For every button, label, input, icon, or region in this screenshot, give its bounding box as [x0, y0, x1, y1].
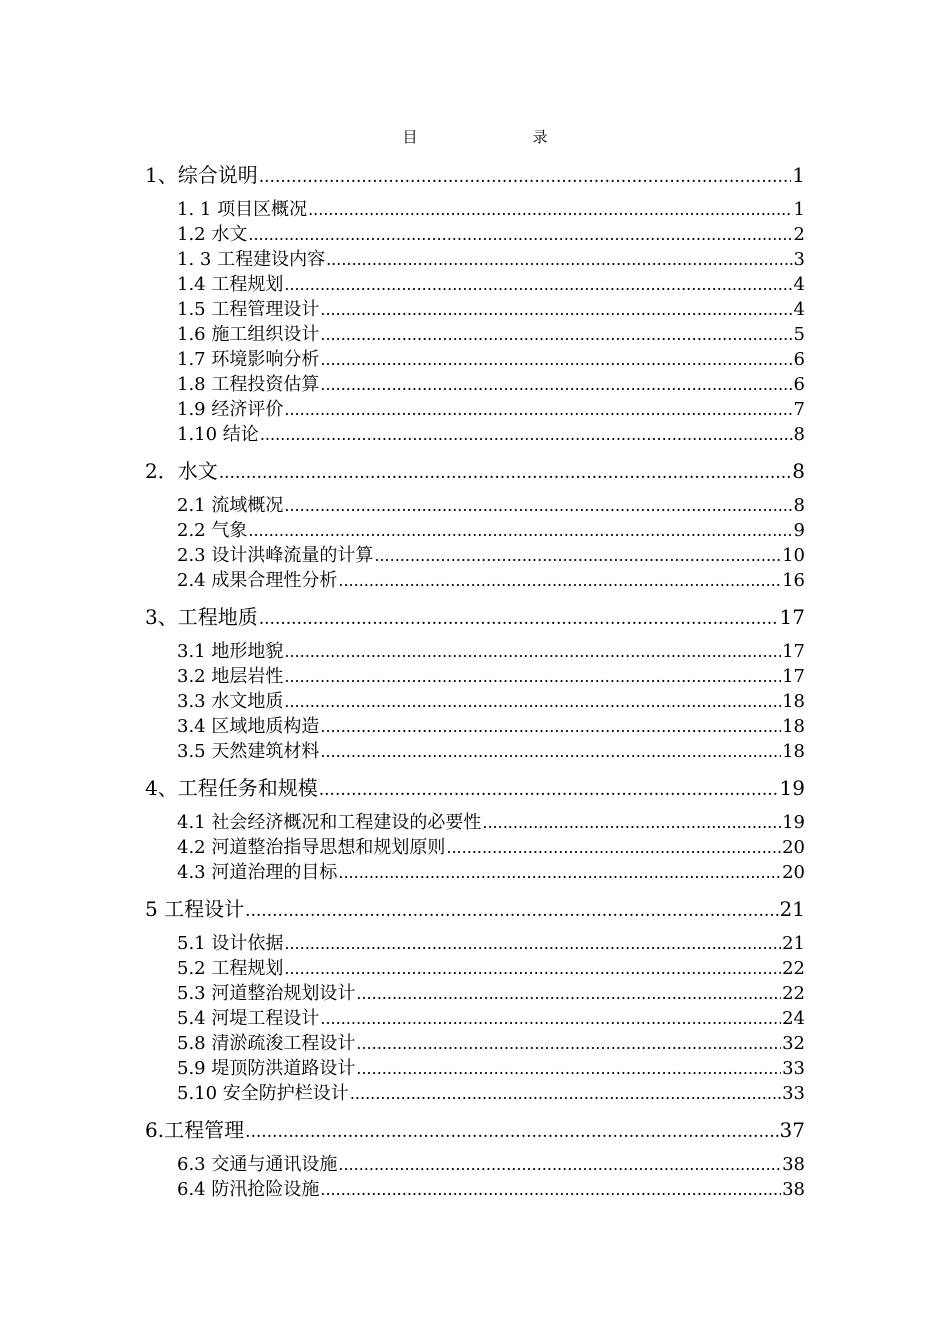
toc-subsection-entry[interactable] — [145, 568, 805, 593]
subsection-page-number: 1 — [793, 199, 805, 220]
toc-subsection-entry[interactable] — [145, 222, 805, 247]
dot-leader — [356, 1031, 781, 1056]
toc-subsection-entry[interactable] — [145, 272, 805, 297]
subsection-page-number: 7 — [793, 399, 805, 420]
subsection-title: 5.8 清淤疏浚工程设计 — [177, 1033, 356, 1054]
subsection-title: 2.1 流域概况 — [177, 495, 284, 516]
dot-leader — [320, 322, 792, 347]
chapter-title: 2．水文 — [145, 459, 218, 483]
toc-subsection-entry[interactable] — [145, 860, 805, 885]
toc-subsection-list — [145, 197, 805, 447]
subsection-title: 1. 1 项目区概况 — [177, 199, 308, 220]
dot-leader — [338, 1152, 781, 1177]
dot-leader — [320, 714, 781, 739]
dot-leader — [260, 422, 793, 447]
toc-subsection-entry[interactable] — [145, 297, 805, 322]
toc-subsection-entry[interactable] — [145, 1081, 805, 1106]
subsection-page-number: 18 — [782, 716, 805, 737]
subsection-page-number: 33 — [782, 1083, 805, 1104]
subsection-page-number: 20 — [782, 862, 805, 883]
subsection-page-number: 20 — [782, 837, 805, 858]
subsection-page-number: 9 — [793, 520, 805, 541]
dot-leader — [320, 1177, 781, 1202]
toc-subsection-list — [145, 931, 805, 1106]
dot-leader — [308, 197, 792, 222]
toc-subsection-entry[interactable] — [145, 956, 805, 981]
toc-chapter-entry[interactable] — [145, 1115, 805, 1145]
toc-section — [145, 773, 805, 885]
subsection-page-number: 10 — [782, 545, 805, 566]
chapter-title: 5 工程设计 — [145, 897, 245, 921]
chapter-page-number: 1 — [792, 163, 805, 187]
toc-subsection-entry[interactable] — [145, 931, 805, 956]
dot-leader — [320, 1006, 781, 1031]
toc-section — [145, 1115, 805, 1202]
toc-subsection-entry[interactable] — [145, 981, 805, 1006]
toc-section — [145, 894, 805, 1106]
subsection-title: 5.9 堤顶防洪道路设计 — [177, 1058, 356, 1079]
toc-subsection-entry[interactable] — [145, 543, 805, 568]
subsection-page-number: 16 — [782, 570, 805, 591]
subsection-page-number: 38 — [782, 1154, 805, 1175]
dot-leader — [219, 456, 792, 488]
subsection-title: 1. 3 工程建设内容 — [177, 249, 326, 270]
toc-subsection-entry[interactable] — [145, 518, 805, 543]
dot-leader — [248, 222, 792, 247]
subsection-title: 3.2 地层岩性 — [177, 666, 284, 687]
toc-subsection-entry[interactable] — [145, 739, 805, 764]
subsection-title: 3.4 区域地质构造 — [177, 716, 320, 737]
dot-leader — [284, 689, 781, 714]
dot-leader — [259, 160, 792, 192]
subsection-title: 3.3 水文地质 — [177, 691, 284, 712]
toc-subsection-entry[interactable] — [145, 1006, 805, 1031]
subsection-page-number: 6 — [793, 349, 805, 370]
toc-subsection-list — [145, 810, 805, 885]
subsection-title: 4.2 河道整治指导思想和规划原则 — [177, 837, 446, 858]
dot-leader — [320, 297, 792, 322]
toc-chapter-entry[interactable] — [145, 773, 805, 803]
table-of-contents — [145, 160, 805, 1211]
subsection-page-number: 22 — [782, 958, 805, 979]
toc-chapter-entry[interactable] — [145, 894, 805, 924]
toc-section — [145, 160, 805, 447]
subsection-page-number: 18 — [782, 741, 805, 762]
subsection-page-number: 3 — [793, 249, 805, 270]
dot-leader — [350, 1081, 781, 1106]
toc-subsection-entry[interactable] — [145, 664, 805, 689]
subsection-page-number: 32 — [782, 1033, 805, 1054]
dot-leader — [326, 247, 792, 272]
chapter-page-number: 21 — [779, 897, 805, 921]
dot-leader — [245, 894, 778, 926]
subsection-page-number: 8 — [793, 495, 805, 516]
dot-leader — [320, 372, 792, 397]
chapter-page-number: 17 — [779, 605, 805, 629]
dot-leader — [374, 543, 781, 568]
subsection-page-number: 33 — [782, 1058, 805, 1079]
toc-subsection-entry[interactable] — [145, 247, 805, 272]
dot-leader — [284, 664, 781, 689]
subsection-title: 1.5 工程管理设计 — [177, 299, 320, 320]
toc-subsection-entry[interactable] — [145, 197, 805, 222]
subsection-title: 1.4 工程规划 — [177, 274, 284, 295]
dot-leader — [284, 639, 781, 664]
toc-subsection-entry[interactable] — [145, 689, 805, 714]
chapter-title: 3、工程地质 — [145, 605, 258, 629]
toc-subsection-entry[interactable] — [145, 372, 805, 397]
toc-subsection-entry[interactable] — [145, 347, 805, 372]
dot-leader — [338, 860, 781, 885]
subsection-title: 6.3 交通与通讯设施 — [177, 1154, 338, 1175]
subsection-page-number: 21 — [782, 933, 805, 954]
dot-leader — [245, 1115, 778, 1147]
subsection-title: 4.1 社会经济概况和工程建设的必要性 — [177, 812, 482, 833]
toc-subsection-entry[interactable] — [145, 422, 805, 447]
toc-subsection-entry[interactable] — [145, 714, 805, 739]
subsection-title: 1.6 施工组织设计 — [177, 324, 320, 345]
subsection-title: 2.3 设计洪峰流量的计算 — [177, 545, 374, 566]
toc-subsection-entry[interactable] — [145, 1177, 805, 1202]
toc-subsection-entry[interactable] — [145, 397, 805, 422]
subsection-page-number: 8 — [793, 424, 805, 445]
subsection-title: 2.2 气象 — [177, 520, 248, 541]
subsection-page-number: 5 — [793, 324, 805, 345]
dot-leader — [284, 397, 792, 422]
chapter-page-number: 37 — [779, 1118, 805, 1142]
subsection-page-number: 2 — [793, 224, 805, 245]
toc-subsection-list — [145, 639, 805, 764]
toc-subsection-entry[interactable] — [145, 493, 805, 518]
toc-section — [145, 602, 805, 764]
dot-leader — [320, 739, 781, 764]
subsection-page-number: 17 — [782, 641, 805, 662]
subsection-page-number: 4 — [793, 299, 805, 320]
subsection-page-number: 6 — [793, 374, 805, 395]
subsection-title: 3.5 天然建筑材料 — [177, 741, 320, 762]
subsection-title: 1.2 水文 — [177, 224, 248, 245]
toc-subsection-entry[interactable] — [145, 810, 805, 835]
toc-subsection-entry[interactable] — [145, 1056, 805, 1081]
toc-subsection-list — [145, 493, 805, 593]
toc-subsection-entry[interactable] — [145, 1152, 805, 1177]
dot-leader — [482, 810, 781, 835]
subsection-title: 5.3 河道整治规划设计 — [177, 983, 356, 1004]
subsection-title: 6.4 防汛抢险设施 — [177, 1179, 320, 1200]
subsection-title: 5.10 安全防护栏设计 — [177, 1083, 349, 1104]
toc-subsection-list — [145, 1152, 805, 1202]
subsection-page-number: 17 — [782, 666, 805, 687]
chapter-page-number: 8 — [792, 459, 805, 483]
subsection-title: 4.3 河道治理的目标 — [177, 862, 338, 883]
dot-leader — [284, 493, 792, 518]
dot-leader — [320, 347, 792, 372]
toc-title: 目 录 — [402, 128, 598, 146]
chapter-page-number: 19 — [779, 776, 805, 800]
dot-leader — [338, 568, 781, 593]
dot-leader — [284, 931, 781, 956]
subsection-title: 3.1 地形地貌 — [177, 641, 284, 662]
dot-leader — [446, 835, 781, 860]
dot-leader — [259, 602, 779, 634]
subsection-title: 5.2 工程规划 — [177, 958, 284, 979]
dot-leader — [248, 518, 792, 543]
subsection-title: 2.4 成果合理性分析 — [177, 570, 338, 591]
toc-subsection-entry[interactable] — [145, 1031, 805, 1056]
toc-chapter-entry[interactable] — [145, 160, 805, 190]
subsection-page-number: 38 — [782, 1179, 805, 1200]
dot-leader — [356, 1056, 781, 1081]
chapter-title: 6.工程管理 — [145, 1118, 245, 1142]
subsection-title: 5.4 河堤工程设计 — [177, 1008, 320, 1029]
subsection-title: 5.1 设计依据 — [177, 933, 284, 954]
subsection-page-number: 22 — [782, 983, 805, 1004]
toc-chapter-entry[interactable] — [145, 602, 805, 632]
chapter-title: 1、综合说明 — [145, 163, 258, 187]
dot-leader — [284, 272, 792, 297]
chapter-title: 4、工程任务和规模 — [145, 776, 318, 800]
subsection-page-number: 19 — [782, 812, 805, 833]
dot-leader — [319, 773, 779, 805]
subsection-page-number: 24 — [782, 1008, 805, 1029]
subsection-title: 1.8 工程投资估算 — [177, 374, 320, 395]
toc-subsection-entry[interactable] — [145, 639, 805, 664]
toc-chapter-entry[interactable] — [145, 456, 805, 486]
toc-subsection-entry[interactable] — [145, 322, 805, 347]
subsection-page-number: 4 — [793, 274, 805, 295]
subsection-page-number: 18 — [782, 691, 805, 712]
dot-leader — [356, 981, 781, 1006]
subsection-title: 1.7 环境影响分析 — [177, 349, 320, 370]
dot-leader — [284, 956, 781, 981]
toc-subsection-entry[interactable] — [145, 835, 805, 860]
toc-section — [145, 456, 805, 593]
subsection-title: 1.10 结论 — [177, 424, 259, 445]
subsection-title: 1.9 经济评价 — [177, 399, 284, 420]
